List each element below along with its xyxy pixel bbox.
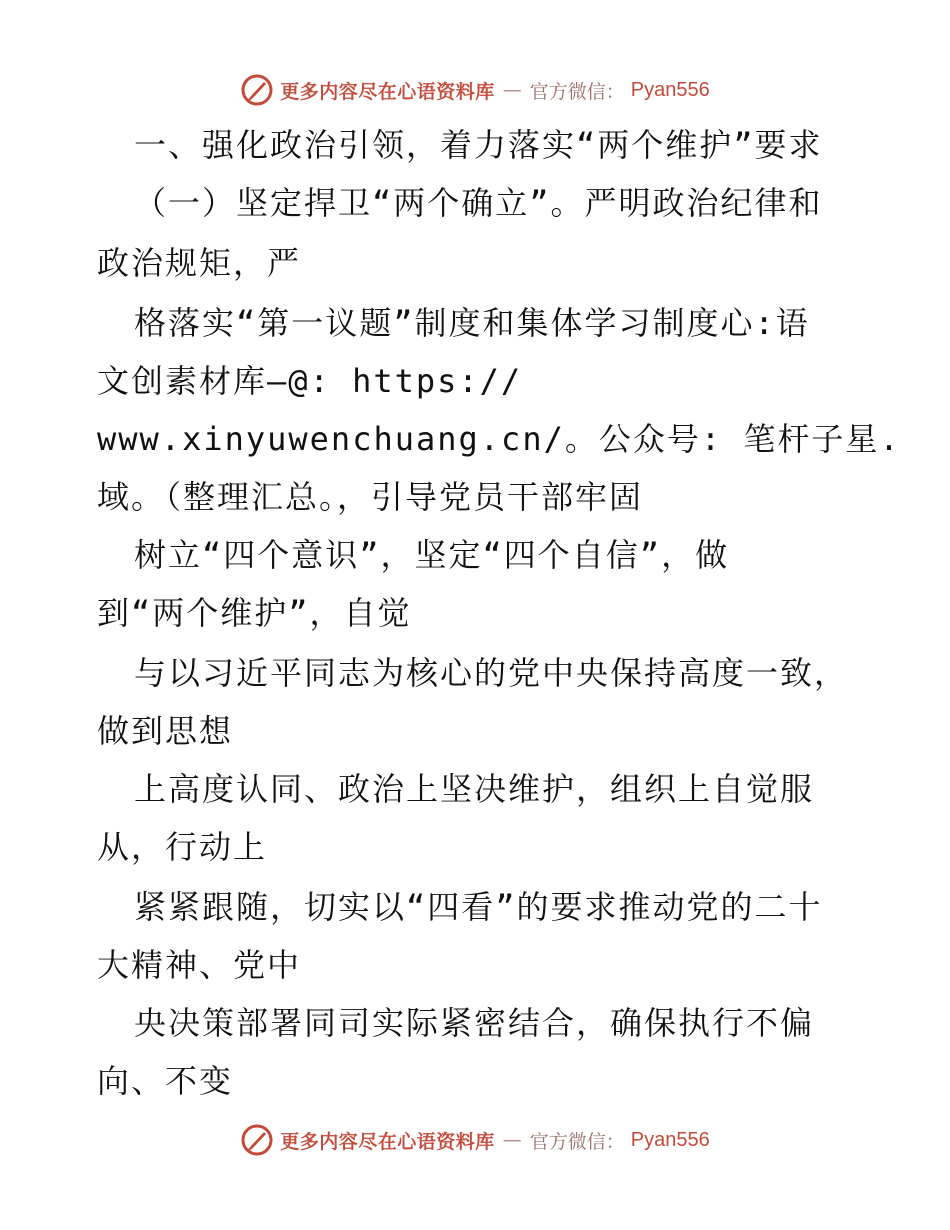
text-line: 文创素材库—@: https:// — [97, 362, 523, 400]
watermark-brand-text: 更多内容尽在心语资料库 — [280, 80, 495, 103]
watermark-separator: — — [502, 79, 522, 101]
text-line: 政治规矩，严 — [97, 244, 302, 282]
text-line: 到“两个维护”，自觉 — [97, 594, 412, 632]
text-line: 上高度认同、政治上坚决维护，组织上自觉服 — [134, 770, 815, 808]
text-line: 从，行动上 — [97, 828, 268, 866]
text-line: 大精神、党中 — [97, 946, 302, 984]
text-line: 格落实“第一议题”制度和集体学习制度心:语 — [134, 304, 810, 342]
text-line: 向、不变 — [97, 1062, 234, 1100]
watermark-separator: — — [502, 1129, 522, 1151]
text-line: 一、强化政治引领，着力落实“两个维护”要求 — [134, 126, 823, 164]
header-watermark — [0, 70, 950, 110]
header-watermark-group — [240, 73, 710, 107]
footer-watermark — [0, 1120, 950, 1160]
text-line: 树立“四个意识”，坚定“四个自信”，做 — [134, 536, 730, 574]
text-line: 央决策部署同司实际紧密结合，确保执行不偏 — [134, 1004, 815, 1042]
footer-watermark-group — [240, 1123, 710, 1157]
quill-logo-icon — [240, 73, 274, 107]
text-line: 紧紧跟随，切实以“四看”的要求推动党的二十 — [134, 888, 823, 926]
text-line: 与以习近平同志为核心的党中央保持高度一致， — [134, 654, 849, 692]
watermark-wechat-id: Pyan556 — [630, 1128, 710, 1151]
watermark-wechat-id: Pyan556 — [630, 78, 710, 101]
quill-logo-icon — [240, 1123, 274, 1157]
text-line: 域。（整理汇总。，引导党员干部牢固 — [97, 478, 644, 516]
watermark-wechat-label: 官方微信： — [529, 1130, 625, 1153]
watermark-brand-text: 更多内容尽在心语资料库 — [280, 1130, 495, 1153]
text-line: （一）坚定捍卫“两个确立”。严明政治纪律和 — [134, 184, 823, 222]
text-line: www.xinyuwenchuang.cn/。公众号: 笔杆子星. — [97, 420, 901, 458]
text-line: 做到思想 — [97, 712, 234, 750]
watermark-wechat-label: 官方微信： — [529, 80, 625, 103]
